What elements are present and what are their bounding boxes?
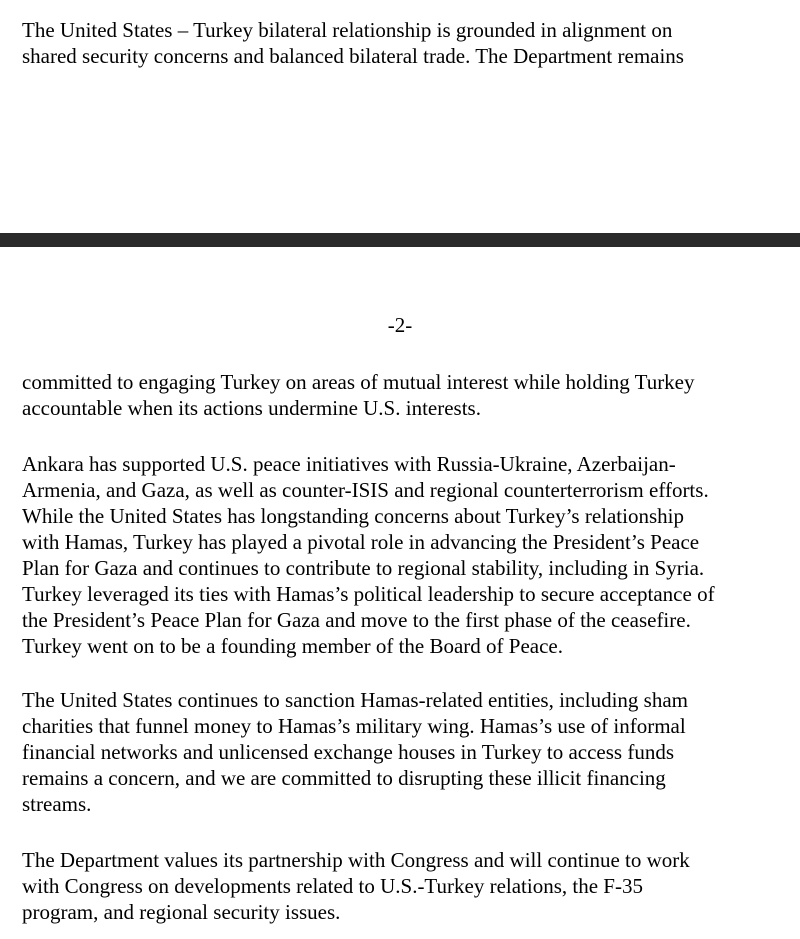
text-line: The Department values its partnership with Congress and will continue to work [22,848,690,872]
text-line: Turkey went on to be a founding member of the Board of Peace. [22,634,564,658]
text-line: the President’s Peace Plan for Gaza and move to the first phase of the ceasefire. [22,608,691,632]
text-line: Turkey leveraged its ties with Hamas’s political leadership to secure acceptance of [22,582,715,606]
text-line: financial networks and unlicensed exchange houses in Turkey to access funds [22,740,675,764]
text-line: Ankara has supported U.S. peace initiatives with Russia-Ukraine, Azerbaijan- [22,452,676,476]
text-line: program, and regional security issues. [22,900,341,924]
text-line: remains a concern, and we are committed to disrupting these illicit financing [22,766,666,790]
page-number: -2- [387,313,413,337]
text-line: accountable when its actions undermine U.S. interests. [22,396,481,420]
text-line: Plan for Gaza and continues to contribute to regional stability, including in Syria. [22,556,705,580]
text-line: shared security concerns and balanced bilateral trade. The Department remains [22,44,684,68]
text-line: charities that funnel money to Hamas’s military wing. Hamas’s use of informal [22,714,686,738]
text-line: with Congress on developments related to U.S.-Turkey relations, the F-35 [22,874,643,898]
text-line: Armenia, and Gaza, as well as counter-ISIS and regional counterterrorism efforts. [22,478,709,502]
page-break-divider [0,233,800,247]
text-line: The United States – Turkey bilateral relationship is grounded in alignment on [22,18,673,42]
text-line: While the United States has longstanding concerns about Turkey’s relationship [22,504,684,528]
text-line: with Hamas, Turkey has played a pivotal role in advancing the President’s Peace [22,530,700,554]
text-line: The United States continues to sanction Hamas-related entities, including sham [22,688,689,712]
text-line: committed to engaging Turkey on areas of mutual interest while holding Turkey [22,370,695,394]
text-line: streams. [22,792,92,816]
